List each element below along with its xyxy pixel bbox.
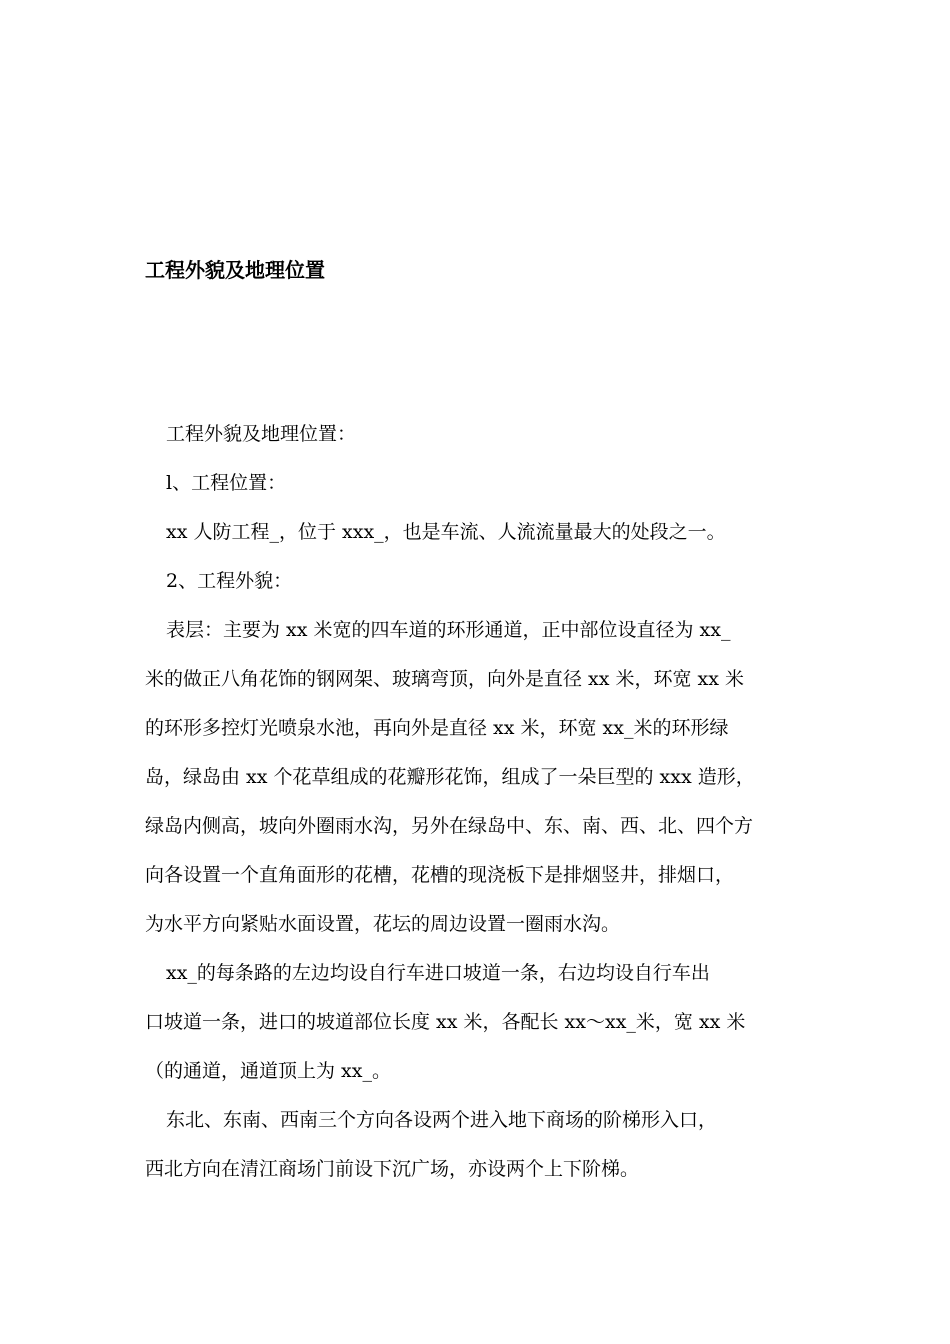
text-line: l、工程位置：	[166, 472, 287, 494]
text-line: 表层：主要为 xx 米宽的四车道的环形通道，正中部位设直径为 xx_	[166, 619, 731, 641]
text-line: 东北、东南、西南三个方向各设两个进入地下商场的阶梯形入口，	[166, 1109, 718, 1131]
text-line: 西北方向在清江商场门前设下沉广场，亦设两个上下阶梯。	[145, 1158, 640, 1180]
text-line: 米的做正八角花饰的钢网架、玻璃弯顶，向外是直径 xx 米，环宽 xx 米	[145, 668, 745, 690]
document-title: 工程外貌及地理位置	[145, 258, 325, 282]
paragraph-entrances	[145, 1096, 825, 1194]
paragraph-bicycle-ramps	[145, 949, 825, 1096]
paragraph-location	[145, 508, 825, 557]
text-line: 向各设置一个直角面形的花槽，花槽的现浇板下是排烟竖井，排烟口，	[145, 864, 735, 886]
paragraph-surface	[145, 606, 825, 949]
text-line: xx_的每条路的左边均设自行车进口坡道一条，右边均设自行车出	[166, 962, 710, 984]
text-line: 口坡道一条，进口的坡道部位长度 xx 米，各配长 xx～xx_米，宽 xx 米	[145, 1011, 746, 1033]
text-line: 为水平方向紧贴水面设置，花坛的周边设置一圈雨水沟。	[145, 913, 621, 935]
text-line: 2、工程外貌：	[166, 570, 293, 592]
text-line: 岛，绿岛由 xx 个花草组成的花瓣形花饰，组成了一朵巨型的 xxx 造形，	[145, 766, 755, 788]
text-line: 绿岛内侧高，坡向外圈雨水沟，另外在绿岛中、东、南、西、北、四个方	[145, 815, 754, 837]
text-line: 的环形多控灯光喷泉水池，再向外是直径 xx 米，环宽 xx_米的环形绿	[145, 717, 729, 739]
text-line: 工程外貌及地理位置：	[166, 423, 357, 445]
paragraph-intro	[145, 410, 825, 459]
paragraph-section-2-heading	[145, 557, 825, 606]
text-line: xx 人防工程_，位于 xxx_，也是车流、人流流量最大的处段之一。	[166, 521, 726, 543]
text-line: （的通道，通道顶上为 xx_。	[145, 1060, 391, 1082]
paragraph-section-1-heading	[145, 459, 825, 508]
document-body	[145, 410, 825, 1194]
